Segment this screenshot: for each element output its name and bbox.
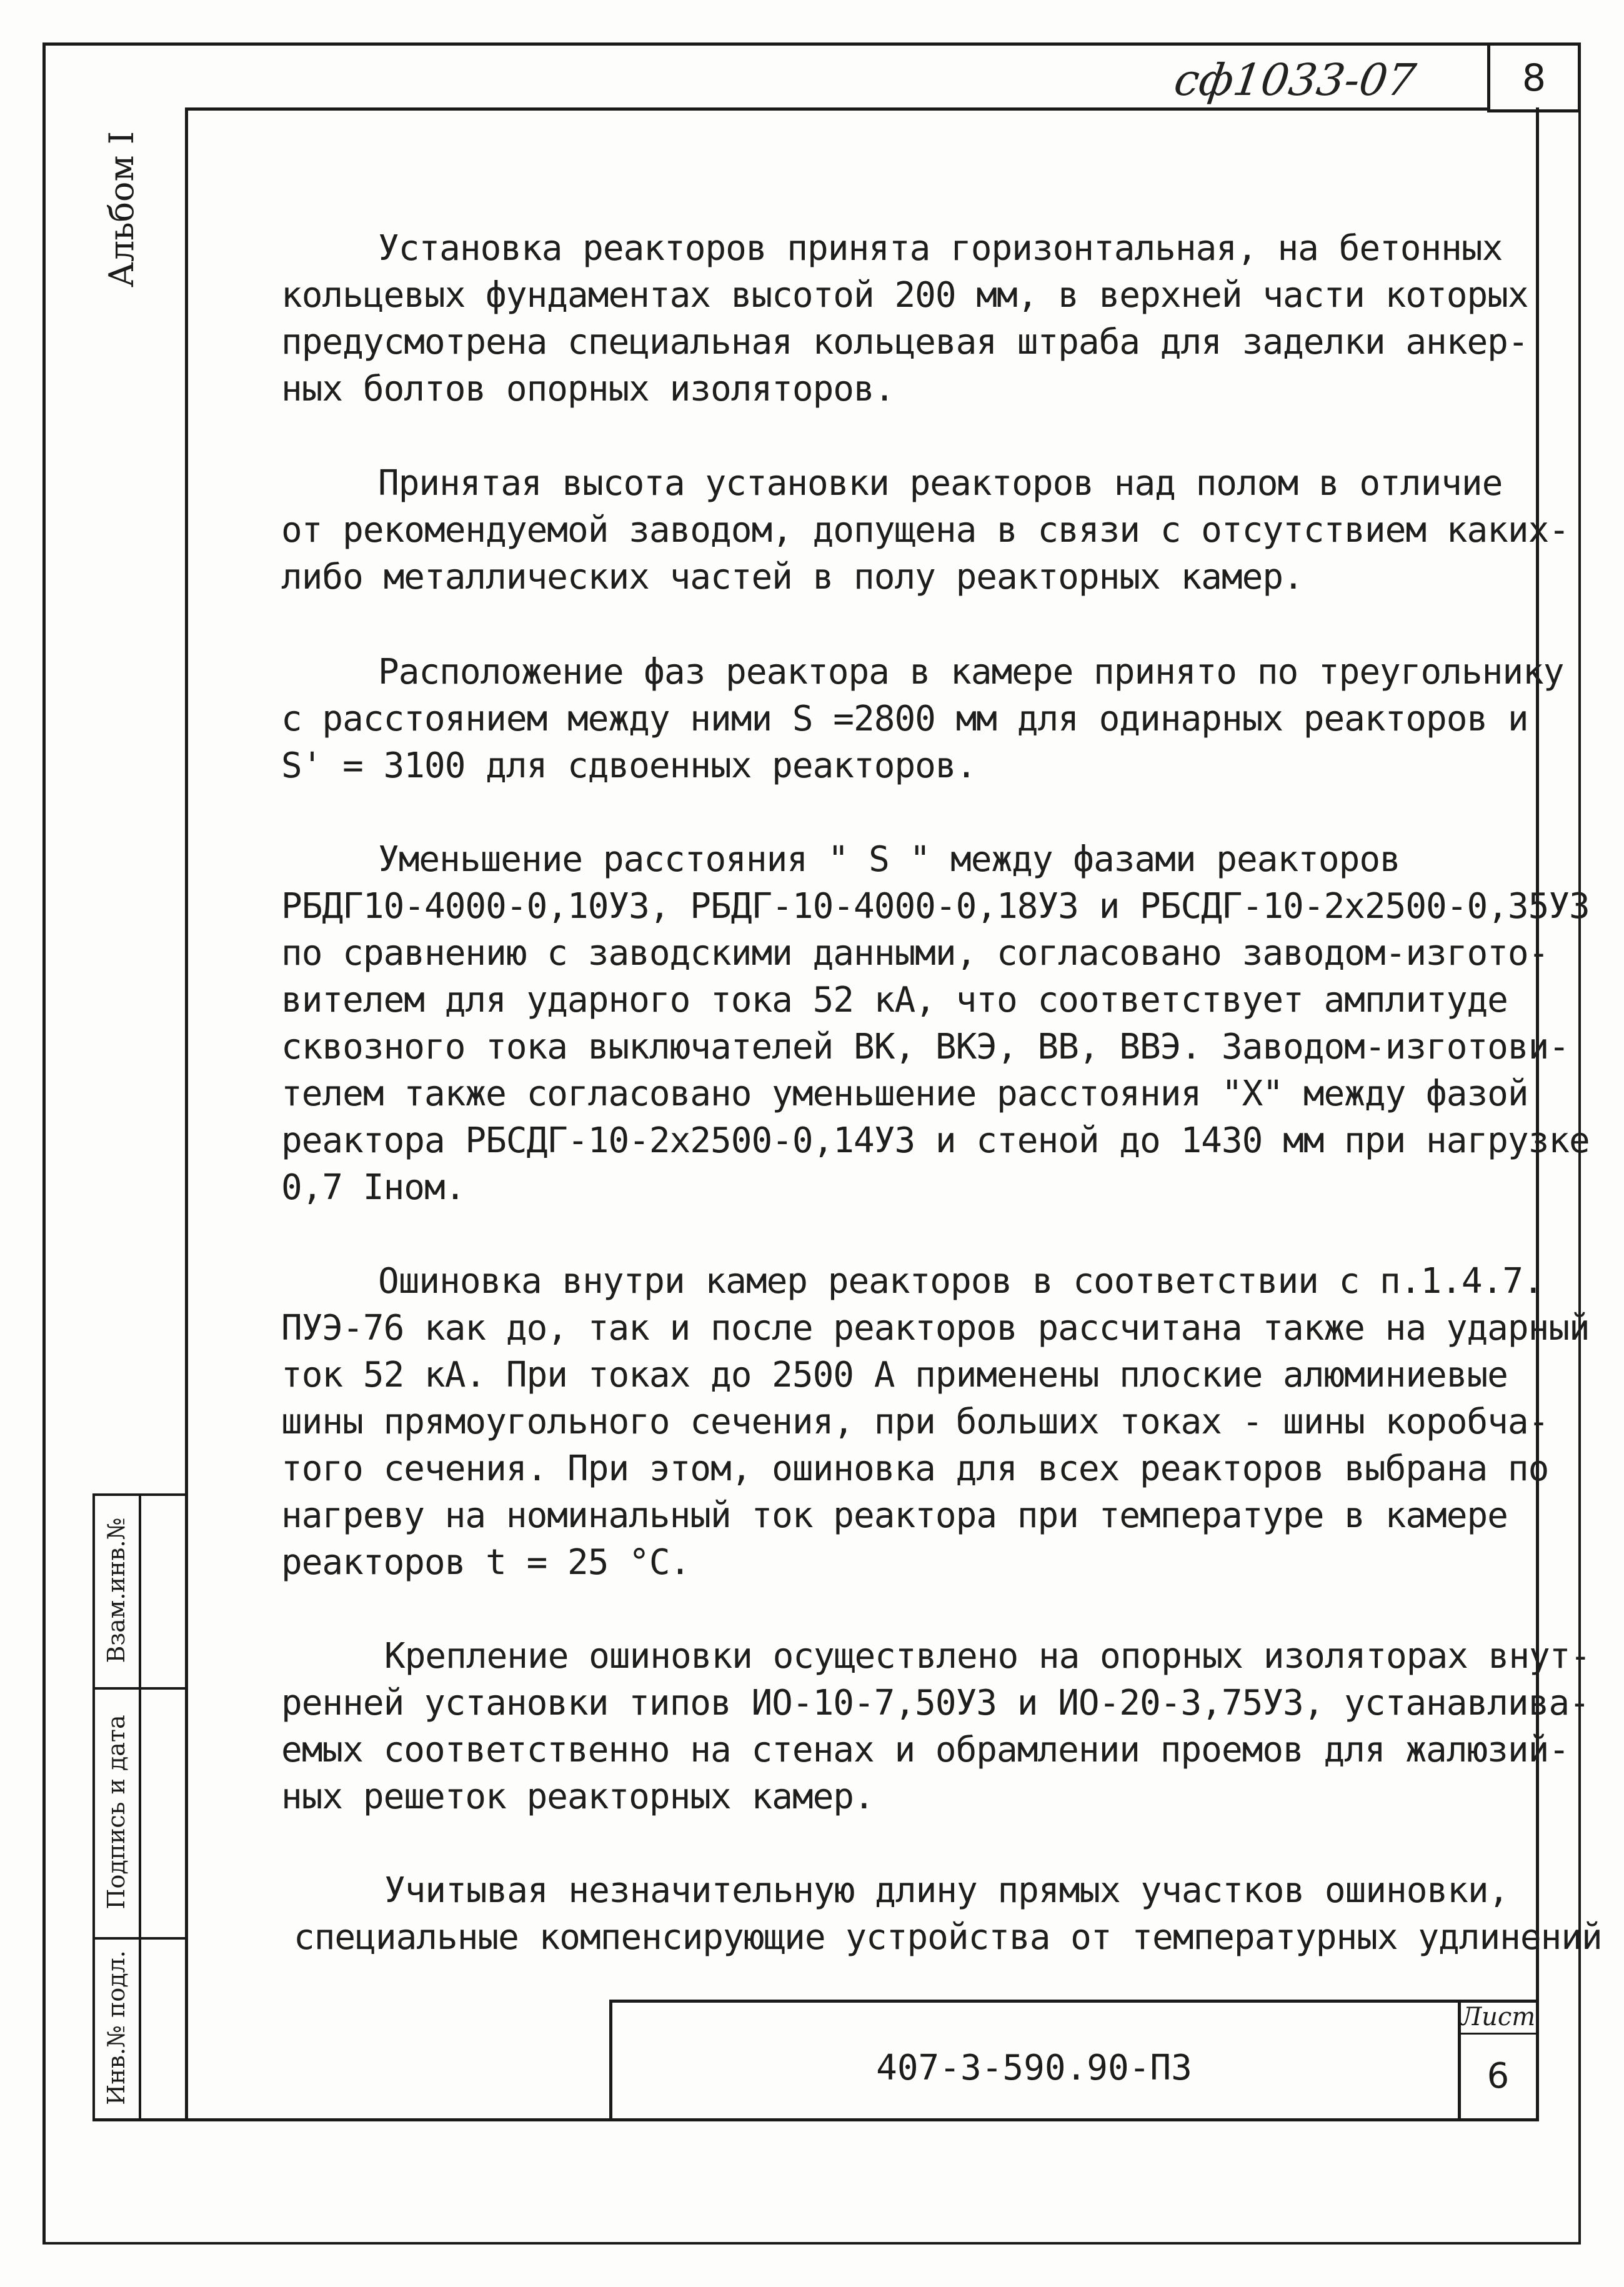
text-line: емых соответственно на стенах и обрамлении проемов для жалюзий- xyxy=(281,1730,1570,1770)
text-line: реакторов t = 25 °С. xyxy=(281,1542,690,1583)
text-line: вителем для ударного тока 52 кА, что соответствует амплитуде xyxy=(281,980,1508,1020)
text-line: Уменьшение расстояния " S " между фазами реакторов xyxy=(378,839,1400,880)
title-block-top xyxy=(609,2000,1539,2003)
text-line: нагреву на номинальный ток реактора при температуре в камере xyxy=(281,1495,1508,1536)
inner-border-bottom xyxy=(92,2118,1539,2121)
outer-border-top xyxy=(42,42,1487,46)
text-line: Расположение фаз реактора в камере принято по треугольнику xyxy=(378,652,1564,692)
text-line: предусмотрена специальная кольцевая штраба для заделки анкер- xyxy=(281,322,1528,362)
margin-label-replacement-inv: Взам.инв.№ xyxy=(102,1517,130,1663)
text-line: кольцевых фундаментах высотой 200 мм, в верхней части которых xyxy=(281,275,1528,316)
inner-border-left xyxy=(185,107,188,2121)
text-line: Установка реакторов принята горизонтальная, на бетонных xyxy=(378,228,1503,269)
text-line: Принятая высота установки реакторов над полом в отличие xyxy=(378,463,1503,504)
text-line: шины прямоугольного сечения, при больших токах - шины коробча- xyxy=(281,1402,1549,1442)
stamp-grid-line xyxy=(139,1493,141,2121)
text-line: РБДГ10-4000-0,10УЗ, РБДГ-10-4000-0,18УЗ и РБСДГ-10-2х2500-0,35УЗ xyxy=(281,886,1590,927)
text-line: либо металлических частей в полу реакторных камер. xyxy=(281,557,1303,597)
text-line: сквозного тока выключателей ВК, ВКЭ, ВВ, ВВЭ. Заводом-изготови- xyxy=(281,1027,1570,1067)
text-line: Крепление ошиновки осуществлено на опорных изоляторах внут- xyxy=(384,1636,1591,1677)
sheet-label: Лист xyxy=(1460,2003,1536,2031)
text-line: ренней установки типов ИО-10-7,50УЗ и ИО-20-3,75УЗ, устанавлива- xyxy=(281,1683,1590,1723)
document-ident: сф1033-07 xyxy=(1171,54,1419,106)
margin-label-signature-date: Подпись и дата xyxy=(102,1715,130,1910)
text-line: реактора РБСДГ-10-2х2500-0,14УЗ и стеной до 1430 мм при нагрузке xyxy=(281,1120,1590,1161)
text-line: Учитывая незначительную длину прямых участков ошиновки, xyxy=(384,1870,1509,1911)
text-line: специальные компенсирующие устройства от температурных удлинений xyxy=(294,1917,1602,1958)
album-label: Альбом I xyxy=(102,131,141,288)
text-line: ПУЭ-76 как до, так и после реакторов рассчитана также на ударный xyxy=(281,1308,1590,1348)
inner-border-right xyxy=(1536,107,1539,2121)
sheet-number: 6 xyxy=(1487,2056,1510,2096)
outer-border-left xyxy=(42,42,46,2245)
text-line: ток 52 кА. При токах до 2500 А применены плоские алюминиевые xyxy=(281,1355,1508,1395)
text-line: того сечения. При этом, ошиновка для всех реакторов выбрана по xyxy=(281,1448,1549,1489)
text-line: по сравнению с заводскими данными, согласовано заводом-изгото- xyxy=(281,933,1549,974)
outer-border-bottom xyxy=(42,2242,1581,2245)
text-line: от рекомендуемой заводом, допущена в связи с отсутствием каких- xyxy=(281,510,1570,551)
text-line: с расстоянием между ними S =2800 мм для одинарных реакторов и xyxy=(281,699,1528,739)
text-line: 0,7 Iном. xyxy=(281,1167,466,1208)
text-line: телем также согласовано уменьшение расстояния "Х" между фазой xyxy=(281,1074,1528,1114)
margin-label-original-inv: Инв.№ подл. xyxy=(102,1950,130,2105)
text-line: ных болтов опорных изоляторов. xyxy=(281,369,895,409)
text-line: Ошиновка внутри камер реакторов в соответствии с п.1.4.7. xyxy=(378,1261,1543,1302)
corner-page-number: 8 xyxy=(1487,42,1581,112)
text-line: ных решеток реакторных камер. xyxy=(281,1776,874,1817)
text-line: S' = 3100 для сдвоенных реакторов. xyxy=(281,745,977,786)
document-number: 407-3-590.90-ПЗ xyxy=(876,2048,1192,2088)
